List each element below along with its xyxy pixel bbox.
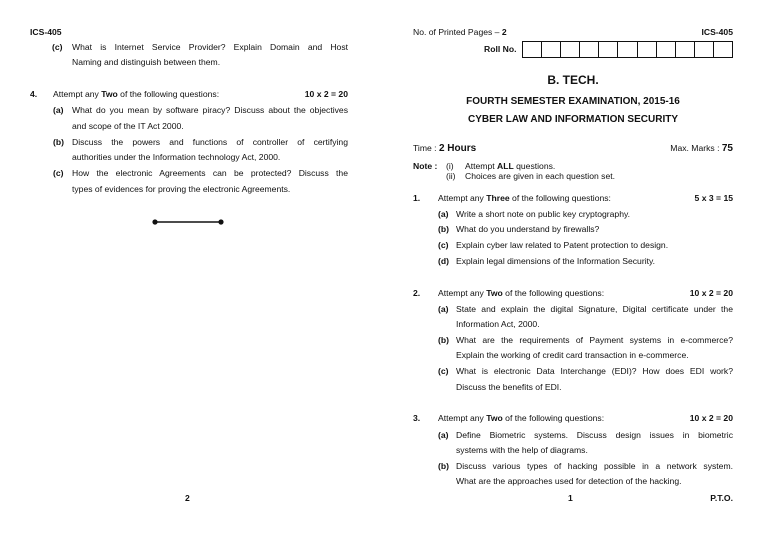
left-course-code: ICS-405 (30, 27, 62, 37)
q1a-text: Write a short note on public key cryptography. (456, 209, 631, 219)
q4-marks: 10 x 2 = 20 (304, 89, 348, 99)
note-i-label: (i) (446, 161, 454, 171)
right-page-number: 1 (568, 493, 573, 503)
q1c-label: (c) (438, 240, 449, 250)
q1-number: 1. (413, 193, 421, 203)
q1a-label: (a) (438, 209, 449, 219)
printed-pages: No. of Printed Pages – 2 (413, 27, 507, 37)
q3c-line1: What is Internet Service Provider? Explain Domain and Host (72, 42, 348, 52)
q2-marks: 10 x 2 = 20 (689, 288, 733, 298)
roll-no-boxes[interactable] (522, 41, 733, 58)
q4a-line2: and scope of the IT Act 2000. (72, 121, 184, 131)
q4a-line1: What do you mean by software piracy? Discuss about the objectives (72, 105, 348, 115)
q3b-label: (b) (438, 461, 449, 471)
q3b-line2: What are the approaches used for detection of the hacking. (456, 476, 682, 486)
q4-number: 4. (30, 89, 38, 99)
roll-no-label: Roll No. (484, 44, 517, 54)
q4a-label: (a) (53, 105, 64, 115)
end-divider (150, 217, 226, 227)
q2-instruction: Attempt any Two of the following questions: (438, 288, 605, 298)
left-page-number: 2 (185, 493, 190, 503)
q2c-label: (c) (438, 366, 449, 376)
q3c-line2: Naming and distinguish between them. (72, 57, 221, 67)
max-marks: Max. Marks : 75 (670, 143, 733, 154)
note-label: Note : (413, 161, 438, 171)
pto-label: P.T.O. (710, 493, 733, 503)
q2c-line2: Discuss the benefits of EDI. (456, 382, 562, 392)
q3-instruction: Attempt any Two of the following questions: (438, 413, 605, 423)
q3-number: 3. (413, 413, 421, 423)
q3c-label: (c) (52, 42, 63, 52)
q2b-line2: Explain the working of credit card transaction in e-commerce. (456, 350, 689, 360)
right-course-code: ICS-405 (701, 27, 733, 37)
q2b-line1: What are the requirements of Payment systems in e-commerce? (456, 335, 733, 345)
q2a-label: (a) (438, 304, 449, 314)
q3-marks: 10 x 2 = 20 (689, 413, 733, 423)
exam-title: FOURTH SEMESTER EXAMINATION, 2015-16 (466, 96, 680, 107)
q4b-label: (b) (53, 137, 64, 147)
q4c-line2: types of evidences for proving the electronic Agreements. (72, 184, 291, 194)
q1b-text: What do you understand by firewalls? (456, 224, 600, 234)
q2c-line1: What is electronic Data Interchange (EDI)? How does EDI work? (456, 366, 733, 376)
q4-instruction: Attempt any Two of the following questions: (53, 89, 220, 99)
q2-number: 2. (413, 288, 421, 298)
q3a-line1: Define Biometric systems. Discuss design issues in biometric (456, 430, 733, 440)
q2b-label: (b) (438, 335, 449, 345)
q4c-line1: How the electronic Agreements can be protected? Discuss the (72, 168, 348, 178)
q1d-text: Explain legal dimensions of the Information Security. (456, 256, 656, 266)
q1c-text: Explain cyber law related to Patent protection to design. (456, 240, 669, 250)
q2a-line1: State and explain the digital Signature, Digital certificate under the (456, 304, 733, 314)
q3a-line2: systems with the help of diagrams. (456, 445, 588, 455)
q1-instruction: Attempt any Three of the following questions: (438, 193, 611, 203)
q2a-line2: Information Act, 2000. (456, 319, 540, 329)
time-allowed: Time : 2 Hours (413, 143, 477, 154)
q4b-line2: authorities under the Information technology Act, 2000. (72, 152, 281, 162)
q1b-label: (b) (438, 224, 449, 234)
q4b-line1: Discuss the powers and functions of controller of certifying (72, 137, 348, 147)
q4c-label: (c) (53, 168, 64, 178)
q3b-line1: Discuss various types of hacking possible in a network system. (456, 461, 733, 471)
q3a-label: (a) (438, 430, 449, 440)
note-ii-text: Choices are given in each question set. (465, 171, 616, 181)
note-ii-label: (ii) (446, 171, 456, 181)
subject-title: CYBER LAW AND INFORMATION SECURITY (468, 114, 678, 125)
degree-title: B. TECH. (547, 73, 599, 87)
q1-marks: 5 x 3 = 15 (694, 193, 733, 203)
note-i-text: Attempt ALL questions. (465, 161, 556, 171)
q1d-label: (d) (438, 256, 449, 266)
